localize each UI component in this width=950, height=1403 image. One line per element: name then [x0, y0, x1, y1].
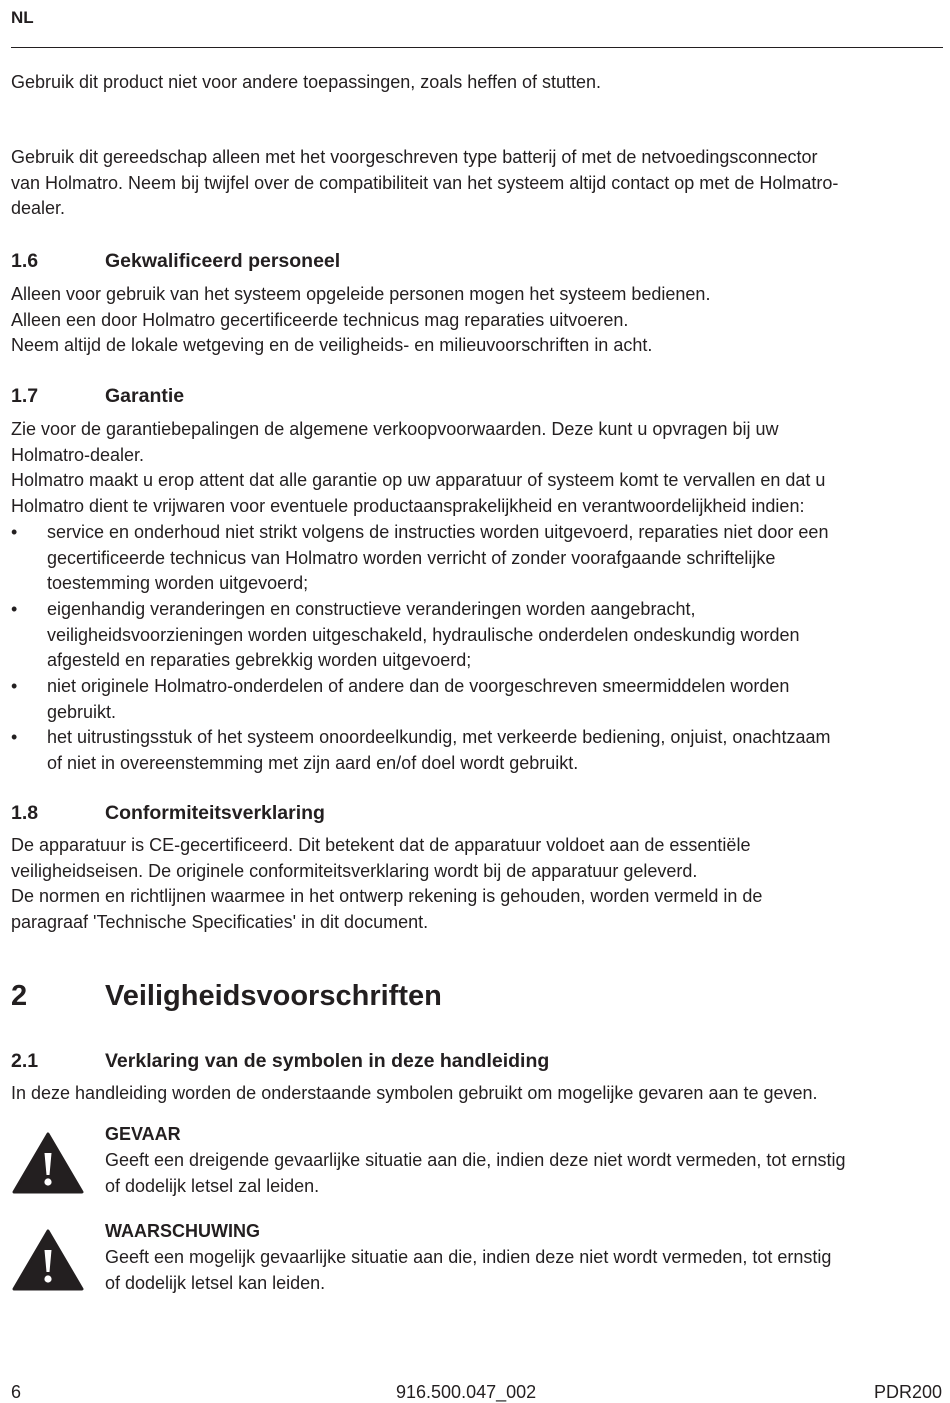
symbol-description [105, 1245, 945, 1296]
symbol-title: GEVAAR [105, 1124, 181, 1144]
text-line: service en onderhoud niet strikt volgens de instructies worden uitgevoerd, reparaties niet door een [47, 522, 829, 542]
text-line: veiligheidseisen. De originele conformiteitsverklaring wordt bij de apparatuur geleverd. [11, 860, 698, 881]
text-line: gebruikt. [47, 701, 117, 722]
intro-paragraph-1 [11, 70, 946, 96]
symbol-title: WAARSCHUWING [105, 1221, 260, 1241]
text-line: In deze handleiding worden de onderstaande symbolen gebruikt om mogelijke gevaren aan te geven. [11, 1083, 818, 1103]
list-item [47, 725, 947, 776]
text-line: Neem altijd de lokale wetgeving en de veiligheids- en milieuvoorschriften in acht. [11, 335, 653, 356]
section-body [11, 417, 946, 520]
section-number: 1.6 [11, 250, 39, 272]
chapter-number: 2 [11, 980, 28, 1012]
list-item [47, 520, 947, 597]
document-number: 916.500.047_002 [396, 1382, 537, 1402]
bullet-marker: • [11, 727, 18, 747]
section-number: 2.1 [11, 1050, 39, 1072]
section-body [11, 833, 946, 936]
section-body [11, 1081, 946, 1107]
text-line: Gebruik dit gereedschap alleen met het voorgeschreven type batterij of met de netvoedingsconnector [11, 147, 818, 167]
bullet-marker: • [11, 599, 18, 619]
text-line: dealer. [11, 198, 66, 219]
section-body [11, 282, 946, 359]
language-code: NL [11, 8, 34, 27]
list-item [47, 674, 947, 725]
text-line: het uitrustingsstuk of het systeem onoordeelkundig, met verkeerde bediening, onjuist, onachtzaam [47, 727, 831, 747]
text-line: afgesteld en reparaties gebrekkig worden uitgevoerd; [47, 650, 472, 671]
page-number: 6 [11, 1382, 22, 1402]
text-line: niet originele Holmatro-onderdelen of andere dan de voorgeschreven smeermiddelen worden [47, 676, 790, 696]
section-title: Garantie [105, 385, 185, 407]
text-line: Zie voor de garantiebepalingen de algemene verkoopvoorwaarden. Deze kunt u opvragen bij uw [11, 419, 779, 439]
text-line: of niet in overeenstemming met zijn aard en/of doel wordt gebruikt. [47, 752, 579, 773]
text-line: Holmatro maakt u erop attent dat alle garantie op uw apparatuur of systeem komt te vervallen en dat u [11, 470, 826, 491]
text-line: gecertificeerde technicus van Holmatro worden verricht of zonder voorafgaande schriftelijke [47, 547, 776, 568]
text-line: Gebruik dit product niet voor andere toepassingen, zoals heffen of stutten. [11, 72, 602, 92]
bullet-marker: • [11, 522, 18, 542]
text-line: eigenhandig veranderingen en constructieve veranderingen worden aangebracht, [47, 599, 696, 619]
text-line: Holmatro-dealer. [11, 444, 145, 465]
text-line: Alleen een door Holmatro gecertificeerde technicus mag reparaties uitvoeren. [11, 309, 629, 330]
text-line: De normen en richtlijnen waarmee in het ontwerp rekening is gehouden, worden vermeld in de [11, 886, 763, 907]
section-title: Gekwalificeerd personeel [105, 250, 341, 272]
chapter-title: Veiligheidsvoorschriften [105, 980, 442, 1012]
text-line: of dodelijk letsel kan leiden. [105, 1272, 326, 1293]
text-line: Alleen voor gebruik van het systeem opgeleide personen mogen het systeem bedienen. [11, 284, 711, 304]
text-line: paragraaf 'Technische Specificaties' in dit document. [11, 912, 429, 933]
bullet-marker: • [11, 676, 18, 696]
text-line: van Holmatro. Neem bij twijfel over de compatibiliteit van het systeem altijd contact op met de Holmatro- [11, 172, 839, 193]
section-number: 1.8 [11, 802, 39, 824]
section-title: Verklaring van de symbolen in deze handleiding [105, 1050, 550, 1072]
section-title: Conformiteitsverklaring [105, 802, 325, 824]
warning-triangle-icon [12, 1131, 84, 1195]
model-name: PDR200 [873, 1382, 942, 1402]
text-line: De apparatuur is CE-gecertificeerd. Dit betekent dat de apparatuur voldoet aan de essentiële [11, 835, 751, 855]
text-line: Geeft een mogelijk gevaarlijke situatie aan die, indien deze niet wordt vermeden, tot ernstig [105, 1247, 832, 1267]
symbol-description [105, 1148, 945, 1199]
text-line: of dodelijk letsel zal leiden. [105, 1175, 320, 1196]
text-line: Geeft een dreigende gevaarlijke situatie aan die, indien deze niet wordt vermeden, tot ernstig [105, 1150, 846, 1170]
intro-paragraph-2 [11, 145, 946, 222]
text-line: Holmatro dient te vrijwaren voor eventuele productaansprakelijkheid en verantwoordelijkheid indien: [11, 496, 805, 517]
warning-triangle-icon [12, 1228, 84, 1292]
header-divider [11, 47, 943, 48]
text-line: toestemming worden uitgevoerd; [47, 573, 309, 594]
section-number: 1.7 [11, 385, 39, 407]
list-item [47, 597, 947, 674]
text-line: veiligheidsvoorzieningen worden uitgeschakeld, hydraulische onderdelen ondeskundig worden [47, 624, 800, 645]
